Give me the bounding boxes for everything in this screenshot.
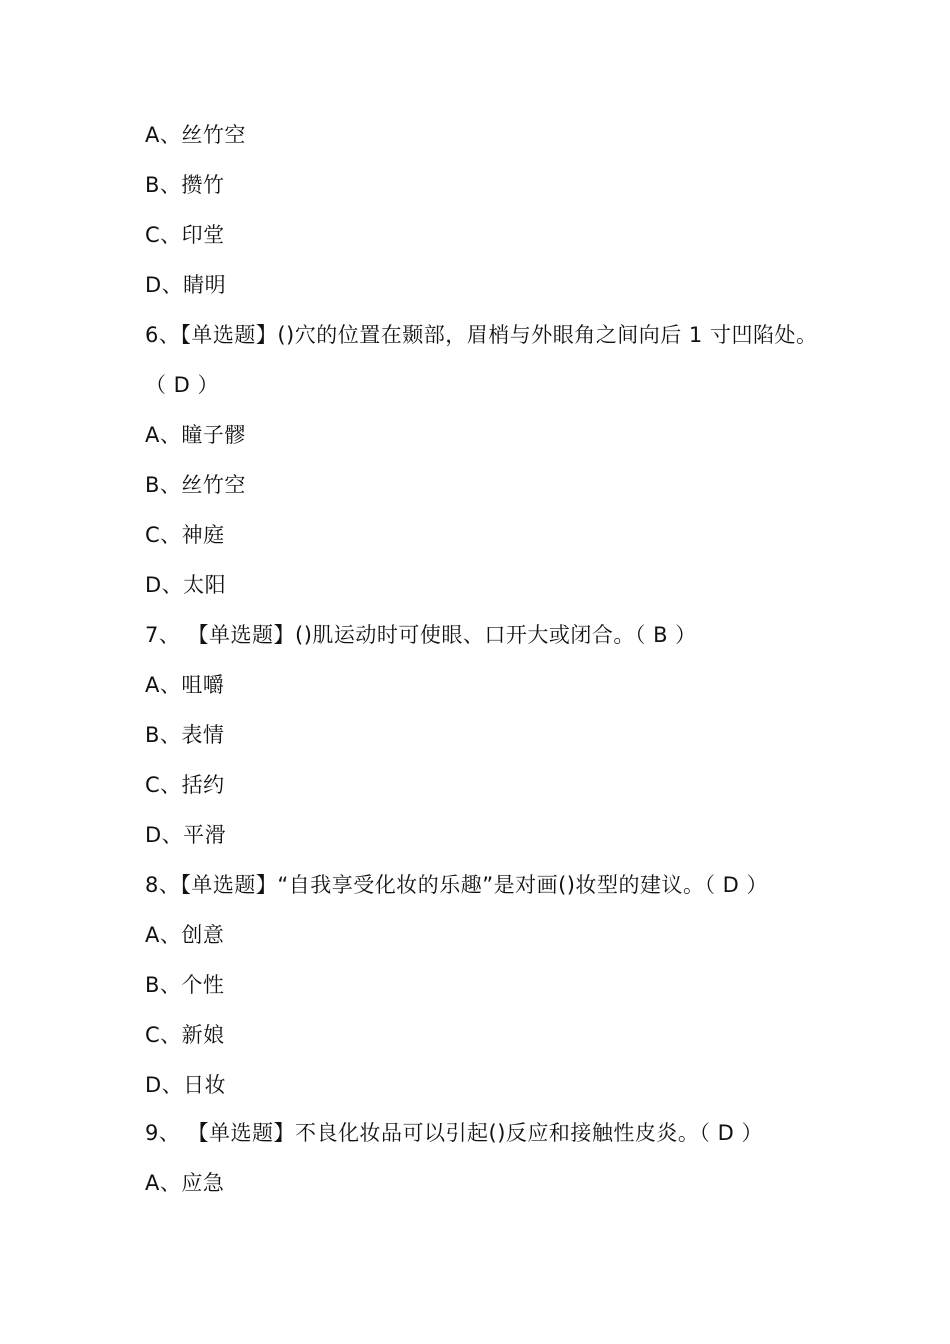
option-6-d: D、太阳 (145, 573, 227, 597)
question-8: 8、【单选题】“自我享受化妆的乐趣”是对画()妆型的建议。（ D ） (145, 873, 769, 897)
option-8-a: A、创意 (145, 923, 225, 947)
option-5-a: A、丝竹空 (145, 123, 246, 147)
option-6-a: A、瞳子髎 (145, 423, 246, 447)
question-7: 7、 【单选题】()肌运动时可使眼、口开大或闭合。（ B ） (145, 623, 697, 647)
option-7-b: B、表情 (145, 723, 225, 747)
question-6: 6、【单选题】()穴的位置在颞部，眉梢与外眼角之间向后 1 寸凹陷处。 (145, 323, 818, 347)
option-6-c: C、神庭 (145, 523, 225, 547)
option-8-b: B、个性 (145, 973, 225, 997)
option-9-a: A、应急 (145, 1171, 225, 1195)
option-7-c: C、括约 (145, 773, 225, 797)
option-7-a: A、咀嚼 (145, 673, 225, 697)
option-8-d: D、日妆 (145, 1073, 227, 1097)
question-9: 9、 【单选题】不良化妆品可以引起()反应和接触性皮炎。（ D ） (145, 1121, 763, 1145)
option-7-d: D、平滑 (145, 823, 227, 847)
option-8-c: C、新娘 (145, 1023, 225, 1047)
option-5-c: C、印堂 (145, 223, 225, 247)
option-6-b: B、丝竹空 (145, 473, 246, 497)
answer-6: （ D ） (145, 373, 220, 397)
option-5-d: D、睛明 (145, 273, 227, 297)
option-5-b: B、攒竹 (145, 173, 225, 197)
